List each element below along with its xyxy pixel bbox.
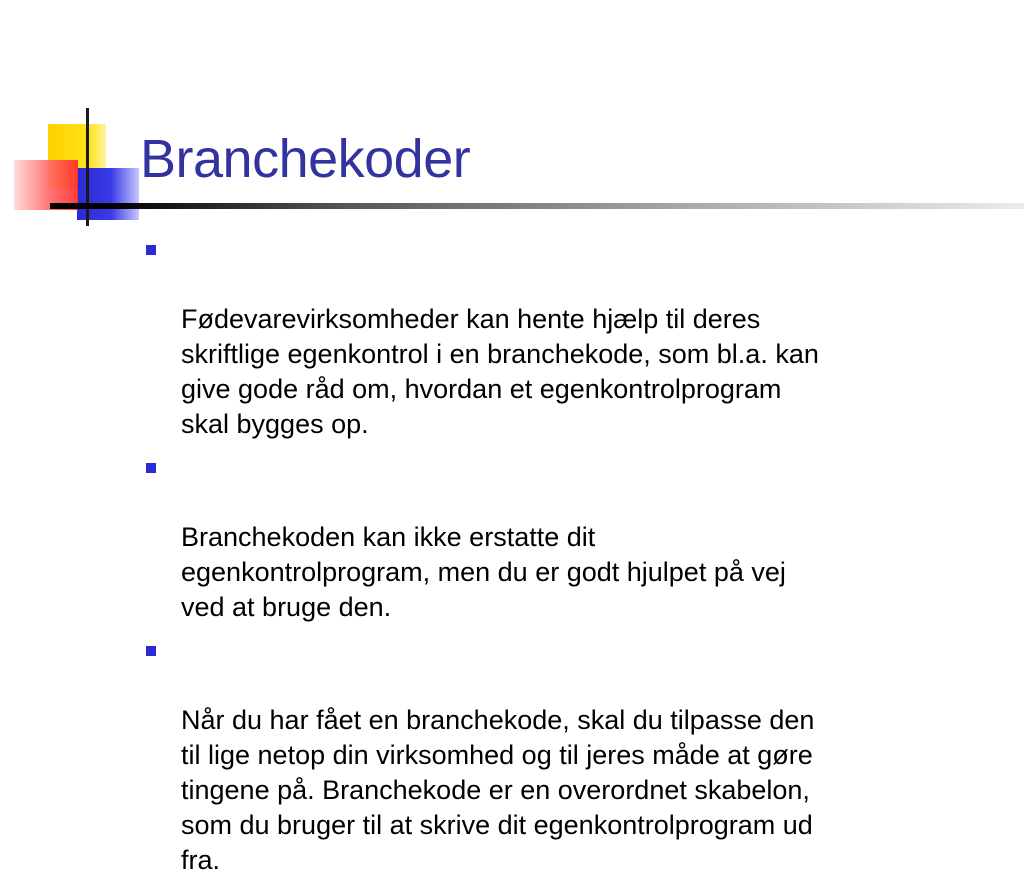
square-bullet-icon bbox=[146, 463, 156, 473]
bullet-list bbox=[146, 232, 1006, 886]
title-underline bbox=[50, 203, 1024, 209]
slide-title: Branchekoder bbox=[140, 129, 471, 189]
bullet-item bbox=[146, 633, 1006, 878]
bullet-text: Når du har fået en branchekode, skal du tilpasse den til lige netop din virksomhed og til jeres måde at gøre tingene på. Branchekode er en overordnet skabelon, som du bruger til at skrive dit egenkontrolprogram ud fra. bbox=[181, 705, 815, 875]
bullet-item bbox=[146, 232, 1006, 442]
square-bullet-icon bbox=[146, 646, 156, 656]
bullet-text: Fødevarevirksomheder kan hente hjælp til deres skriftlige egenkontrol i en branchekode, som bl.a. kan give gode råd om, hvordan et egenkontrolprogram skal bygges op. bbox=[181, 304, 819, 439]
bullet-item bbox=[146, 450, 1006, 625]
square-bullet-icon bbox=[146, 245, 156, 255]
bullet-text: Branchekoden kan ikke erstatte dit egenkontrolprogram, men du er godt hjulpet på vej ved at bruge den. bbox=[181, 522, 786, 622]
